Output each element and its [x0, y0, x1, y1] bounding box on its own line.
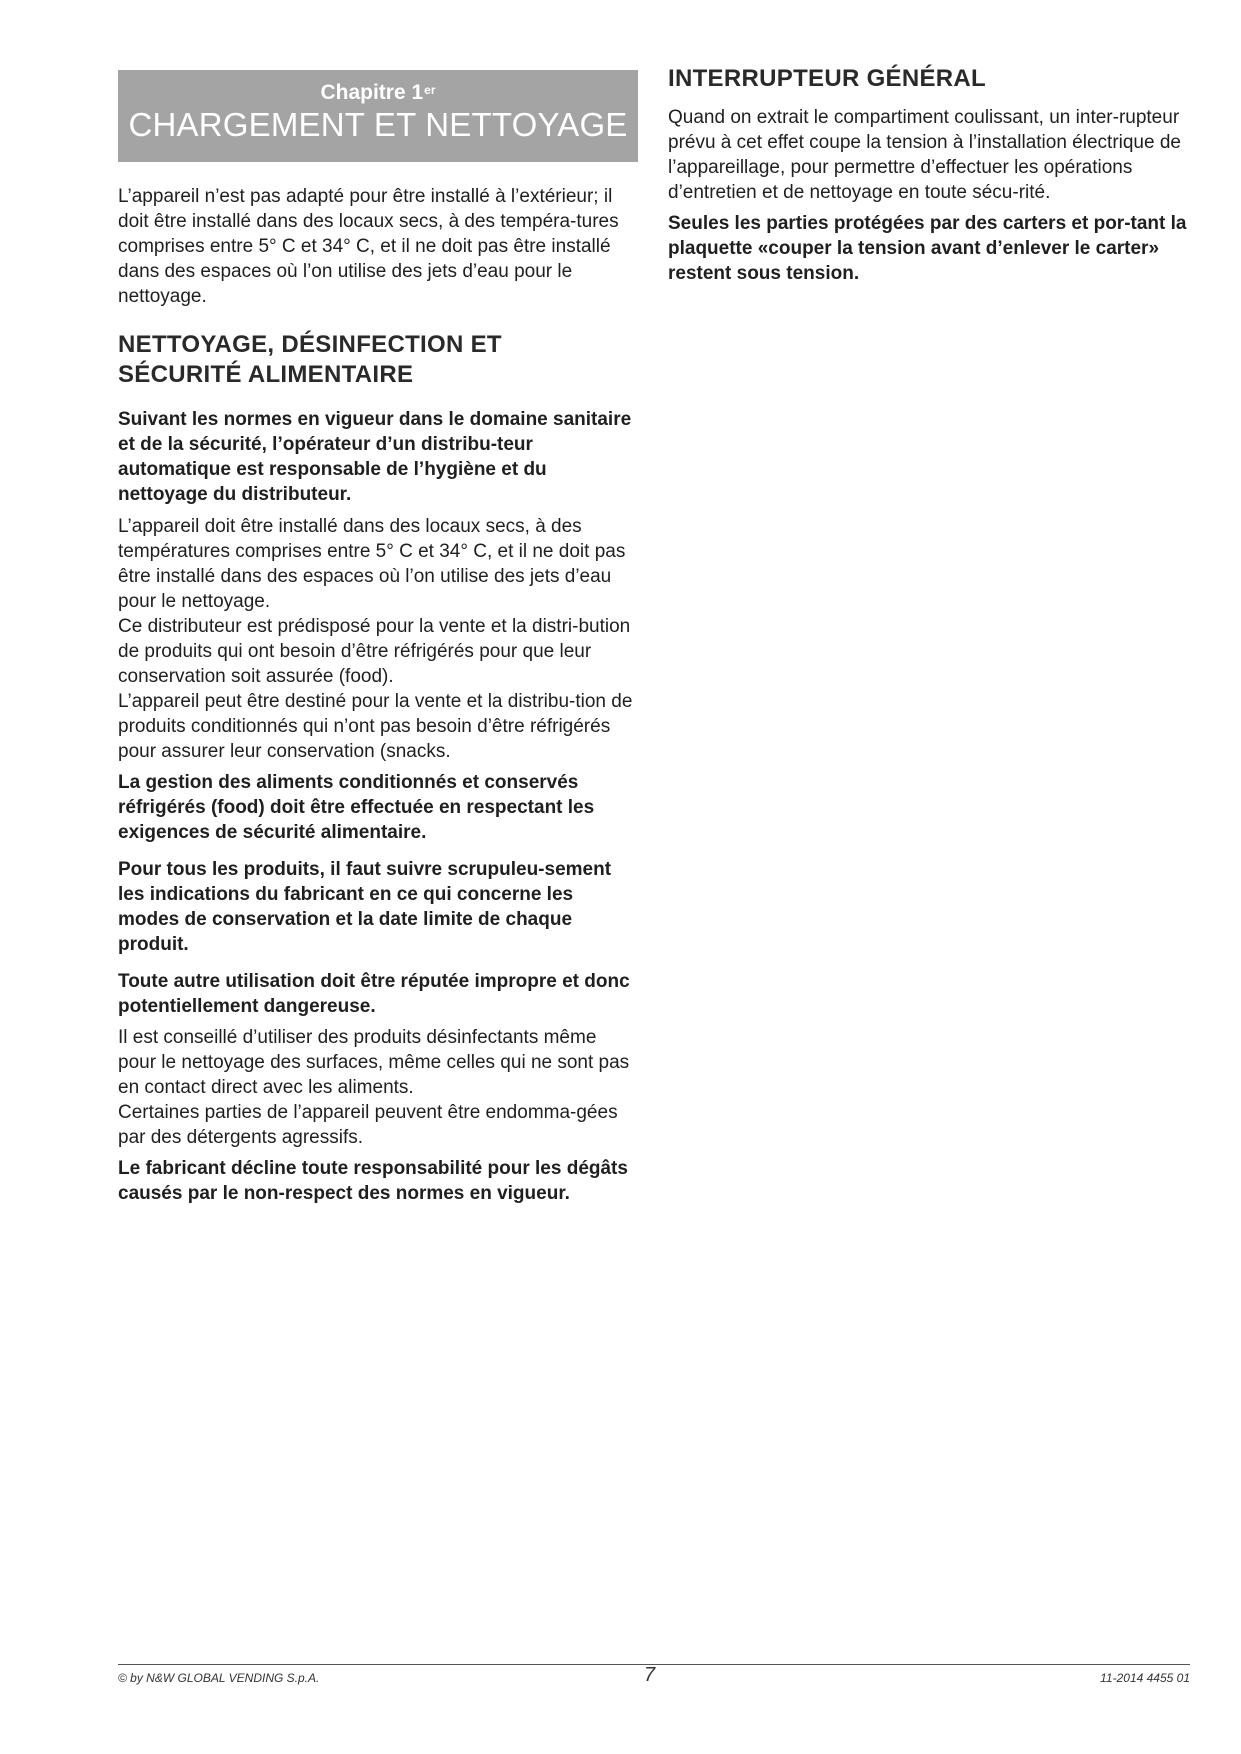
footer-page-number: 7 [644, 1664, 656, 1686]
intro-paragraph: L’appareil n’est pas adapté pour être installé à l’extérieur; il doit être installé dans des locaux secs, à des tempéra-tures comprises entre 5° C et 34° C, et il ne doit pas être installé dans des espaces où l’on utilise des jets d’eau pour le nettoyage. [118, 186, 619, 307]
chapter-number-superscript: er [424, 83, 436, 97]
paragraph-disinfectants: Il est conseillé d’utiliser des produits désinfectants même pour le nettoyage des surfaces, même celles qui ne sont pas en contact direct avec les aliments. [118, 1027, 630, 1098]
chapter-title: CHARGEMENT ET NETTOYAGE [128, 106, 628, 143]
left-column [118, 70, 638, 1206]
paragraph-protected-parts: Seules les parties protégées par des carters et por-tant la plaquette «couper la tension avant d’enlever le carter» restent sous tension. [668, 213, 1187, 284]
chapter-header [118, 70, 638, 162]
paragraph-switch: Quand on extrait le compartiment coulissant, un inter-rupteur prévu à cet effet coupe la tension à l’installation électrique de l’appareillage, pour permettre d’effectuer les opérations d’entretien et de nettoyage en toute sécu-rité. [668, 107, 1181, 203]
paragraph-detergents: Certaines parties de l’appareil peuvent être endomma-gées par des détergents agressifs. [118, 1102, 618, 1148]
chapter-label [124, 81, 632, 105]
paragraph-improper-use: Toute autre utilisation doit être réputée impropre et donc potentiellement dangereuse. [118, 971, 630, 1017]
paragraph-norms: Suivant les normes en vigueur dans le domaine sanitaire et de la sécurité, l’opérateur d’un distribu-teur automatique est responsable de l’hygiène et du nettoyage du distributeur. [118, 409, 632, 505]
right-column [668, 64, 1188, 286]
paragraph-snacks: L’appareil peut être destiné pour la vente et la distribu-tion de produits conditionnés qui n’ont pas besoin d’être réfrigérés pour assurer leur conservation (snacks. [118, 691, 633, 762]
paragraph-liability: Le fabricant décline toute responsabilité pour les dégâts causés par le non-respect des normes en vigueur. [118, 1158, 628, 1204]
paragraph-installation: L’appareil doit être installé dans des locaux secs, à des températures comprises entre 5° C et 34° C, et il ne doit pas être installé dans des espaces où l’on utilise des jets d’eau pour le nettoyage. [118, 516, 626, 612]
footer-copyright: © by N&W GLOBAL VENDING S.p.A. [118, 1671, 320, 1685]
section-title-cleaning: NETTOYAGE, DÉSINFECTION ET SÉCURITÉ ALIMENTAIRE [118, 331, 502, 388]
paragraph-food-management: La gestion des aliments conditionnés et conservés réfrigérés (food) doit être effectuée en respectant les exigences de sécurité alimentaire. [118, 772, 595, 843]
paragraph-manufacturer-instructions: Pour tous les produits, il faut suivre scrupuleu-sement les indications du fabricant en ce qui concerne les modes de conservation et la date limite de chaque produit. [118, 859, 612, 955]
footer-document-code: 11-2014 4455 01 [1100, 1671, 1190, 1685]
chapter-number: Chapitre 1 [320, 81, 424, 104]
paragraph-food: Ce distributeur est prédisposé pour la vente et la distri-bution de produits qui ont besoin d’être réfrigérés pour que leur conservation soit assurée (food). [118, 616, 631, 687]
section-title-main-switch: INTERRUPTEUR GÉNÉRAL [668, 65, 987, 92]
